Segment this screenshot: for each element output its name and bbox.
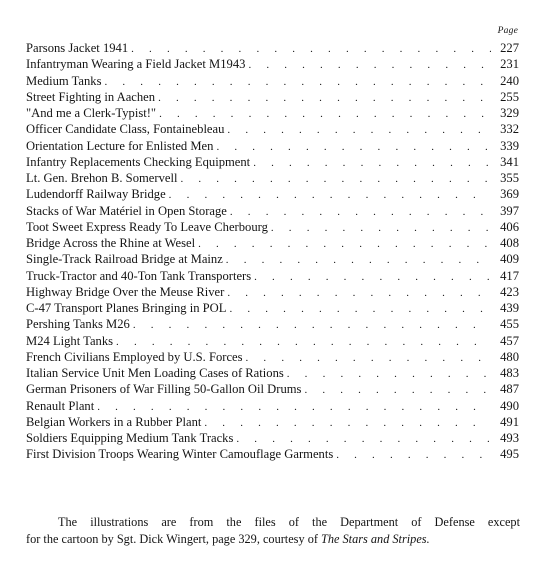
credits-note — [26, 514, 520, 548]
entry-page-number: 227 — [500, 41, 519, 55]
credits-note-text: for the cartoon by Sgt. Dick Wingert, page 329, courtesy of — [26, 532, 322, 546]
dot-leader — [204, 415, 491, 431]
list-item — [26, 89, 519, 105]
list-item — [26, 170, 519, 186]
list-item — [26, 333, 519, 349]
dot-leader — [198, 236, 491, 252]
list-item — [26, 381, 519, 397]
list-item — [26, 316, 519, 332]
list-item — [26, 56, 519, 72]
dot-leader — [216, 139, 491, 155]
list-item — [26, 430, 519, 446]
entry-page-number: 255 — [500, 89, 519, 104]
entry-title: Single-Track Railroad Bridge at Mainz — [26, 252, 223, 267]
entry-page-number: 406 — [500, 219, 519, 234]
dot-leader — [131, 41, 491, 57]
dot-leader — [336, 447, 491, 463]
dot-leader — [230, 204, 491, 220]
entry-page-number: 339 — [500, 138, 519, 153]
entry-page-number: 487 — [500, 382, 519, 397]
entry-title: Stacks of War Matériel in Open Storage — [26, 203, 227, 218]
entry-title: Highway Bridge Over the Meuse River — [26, 284, 225, 299]
entry-page-number: 455 — [500, 317, 519, 332]
dot-leader — [227, 122, 491, 138]
list-item — [26, 349, 519, 365]
entry-page-number: 439 — [500, 301, 519, 315]
entry-page-number: 483 — [500, 366, 519, 380]
list-item — [26, 365, 519, 381]
list-item — [26, 138, 519, 154]
entry-title: First Division Troops Wearing Winter Camouflage Garments — [26, 447, 334, 462]
entry-title: M24 Light Tanks — [26, 333, 114, 348]
entry-page-number: 329 — [500, 106, 519, 120]
entry-title: Truck-Tractor and 40-Ton Tank Transporters — [26, 268, 252, 283]
entry-title: Medium Tanks — [26, 73, 102, 88]
entry-title: Ludendorff Railway Bridge — [26, 187, 166, 202]
entry-page-number: 490 — [500, 398, 519, 413]
list-item — [26, 235, 519, 251]
dot-leader — [226, 252, 491, 268]
list-item — [26, 73, 519, 89]
list-item — [26, 105, 519, 121]
list-item — [26, 300, 519, 316]
entry-page-number: 457 — [500, 333, 519, 348]
entry-title: Infantry Replacements Checking Equipment — [26, 154, 251, 169]
entry-page-number: 493 — [500, 431, 519, 445]
dot-leader — [133, 317, 491, 333]
dot-leader — [158, 90, 491, 106]
list-item — [26, 203, 519, 219]
credits-note-line-2 — [26, 531, 520, 548]
dot-leader — [169, 187, 491, 203]
entry-title: Officer Candidate Class, Fontainebleau — [26, 122, 225, 137]
entry-page-number: 355 — [500, 171, 519, 185]
list-item — [26, 121, 519, 137]
entry-title: Toot Sweet Express Ready To Leave Cherbourg — [26, 219, 268, 234]
entry-page-number: 240 — [500, 73, 519, 88]
entry-page-number: 332 — [500, 122, 519, 137]
entry-title: Belgian Workers in a Rubber Plant — [26, 414, 202, 429]
entry-title: German Prisoners of War Filling 50-Gallon Oil Drums — [26, 382, 302, 397]
credits-note-line-1: The illustrations are from the files of the Department of Defense except — [58, 515, 520, 529]
list-item — [26, 414, 519, 430]
dot-leader — [287, 366, 491, 382]
entry-title: Infantryman Wearing a Field Jacket M1943 — [26, 57, 246, 72]
list-item — [26, 219, 519, 235]
entry-title: Parsons Jacket 1941 — [26, 41, 129, 55]
list-item — [26, 398, 519, 414]
entry-page-number: 491 — [500, 414, 519, 429]
entry-title: Renault Plant — [26, 398, 95, 413]
list-item — [26, 251, 519, 267]
entry-title: C-47 Transport Planes Bringing in POL — [26, 301, 227, 315]
dot-leader — [271, 220, 491, 236]
entry-page-number: 409 — [500, 252, 519, 267]
entry-page-number: 423 — [500, 284, 519, 299]
entry-page-number: 495 — [500, 447, 519, 462]
list-item — [26, 284, 519, 300]
entry-title: French Civilians Employed by U.S. Forces — [26, 349, 243, 364]
list-item — [26, 268, 519, 284]
dot-leader — [246, 350, 491, 366]
entry-page-number: 417 — [500, 268, 519, 283]
list-item — [26, 40, 519, 56]
dot-leader — [253, 155, 491, 171]
entry-title: "And me a Clerk-Typist!" — [26, 106, 157, 120]
entry-title: Pershing Tanks M26 — [26, 317, 130, 332]
entry-page-number: 341 — [500, 154, 519, 169]
list-item — [26, 446, 519, 462]
dot-leader — [159, 106, 491, 122]
illustrations-list — [26, 40, 519, 463]
entry-title: Orientation Lecture for Enlisted Men — [26, 138, 214, 153]
list-item — [26, 154, 519, 170]
dot-leader — [180, 171, 491, 187]
dot-leader — [304, 382, 491, 398]
dot-leader — [229, 301, 491, 317]
dot-leader — [105, 74, 492, 90]
dot-leader — [97, 399, 491, 415]
entry-title: Soldiers Equipping Medium Tank Tracks — [26, 431, 234, 445]
list-item — [26, 186, 519, 202]
dot-leader — [227, 285, 491, 301]
credits-source-title: The Stars and Stripes. — [321, 532, 430, 546]
page-column-header: Page — [497, 26, 518, 36]
dot-leader — [116, 334, 491, 350]
entry-page-number: 231 — [500, 57, 519, 72]
entry-page-number: 397 — [500, 203, 519, 218]
dot-leader — [254, 269, 491, 285]
entry-page-number: 480 — [500, 349, 519, 364]
entry-title: Bridge Across the Rhine at Wesel — [26, 236, 196, 250]
dot-leader — [236, 431, 491, 447]
entry-title: Lt. Gen. Brehon B. Somervell — [26, 171, 178, 185]
dot-leader — [248, 57, 491, 73]
entry-title: Italian Service Unit Men Loading Cases of Rations — [26, 366, 284, 380]
entry-page-number: 369 — [500, 187, 519, 202]
entry-page-number: 408 — [500, 236, 519, 250]
entry-title: Street Fighting in Aachen — [26, 89, 156, 104]
